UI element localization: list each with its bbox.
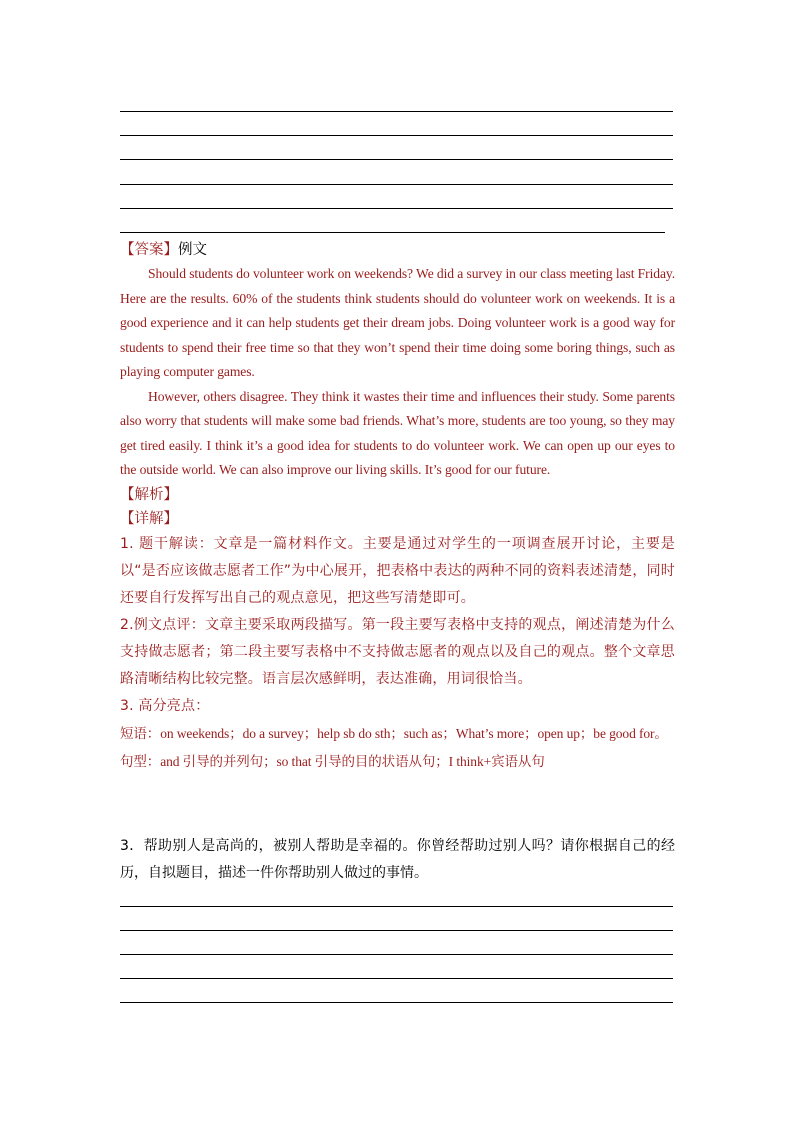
writing-line	[120, 232, 665, 233]
analysis-heading: 【解析】	[120, 486, 178, 503]
answer-title: 例文	[178, 242, 207, 258]
writing-line	[120, 930, 673, 931]
essay-paragraph-1: Should students do volunteer work on weekends? We did a survey in our class meeting last Friday. Here are the results. 60% of the students think students should do volunteer work on weekends. It is a good experience and it can help students get their dream jobs. Doing volunteer work is a good way for students to spend their free time so that they won’t spend their time doing some boring things, such as playing computer games.	[120, 266, 675, 379]
writing-line	[120, 906, 673, 907]
writing-line	[120, 954, 673, 955]
detail-heading: 【详解】	[120, 510, 178, 527]
writing-line	[120, 208, 673, 209]
writing-line	[120, 111, 673, 112]
answer-label: 【答案】	[120, 242, 178, 258]
writing-line	[120, 135, 673, 136]
analysis-point-3: 3. 高分亮点：	[120, 697, 210, 714]
analysis-point-2: 2.例文点评：文章主要采取两段描写。第一段主要写表格中支持的观点，阐述清楚为什么支持做志愿者；第二段主要写表格中不支持做志愿者的观点以及自己的观点。整个文章思路清晰结构比较完整。语言层次感鲜明，表达准确，用词很恰当。	[120, 616, 675, 687]
phrases-text: on weekends；do a survey；help sb do sth；such as；What’s more；open up；be good for。	[160, 725, 668, 741]
question-3: 3．帮助别人是高尚的，被别人帮助是幸福的。你曾经帮助过别人吗？请你根据自己的经历，自拟题目，描述一件你帮助别人做过的事情。	[120, 838, 675, 881]
answer-heading	[120, 238, 675, 262]
phrases-line	[120, 720, 675, 748]
analysis-point-1: 1. 题干解读：文章是一篇材料作文。主要是通过对学生的一项调查展开讨论，主要是以“是否应该做志愿者工作”为中心展开，把表格中表达的两种不同的资料表述清楚，同时还要自行发挥写出自己的观点意见，把这些写清楚即可。	[120, 535, 675, 606]
sentences-line	[120, 748, 675, 776]
writing-line	[120, 159, 673, 160]
phrases-label: 短语：	[120, 725, 161, 742]
sentences-text: and 引导的并列句；so that 引导的目的状语从句；I think+宾语从句	[160, 753, 545, 769]
sentences-label: 句型：	[120, 753, 161, 770]
answer-section	[120, 238, 675, 776]
writing-line	[120, 1002, 673, 1003]
essay-paragraph-2: However, others disagree. They think it wastes their time and influences their study. Some parents also worry that students will make some bad friends. What’s more, students are too young, so they may get tired easily. I think it’s a good idea for students to do volunteer work. We can open up our eyes to the outside world. We can also improve our living skills. It’s good for our future.	[120, 388, 675, 477]
writing-line	[120, 978, 673, 979]
writing-line	[120, 184, 673, 185]
